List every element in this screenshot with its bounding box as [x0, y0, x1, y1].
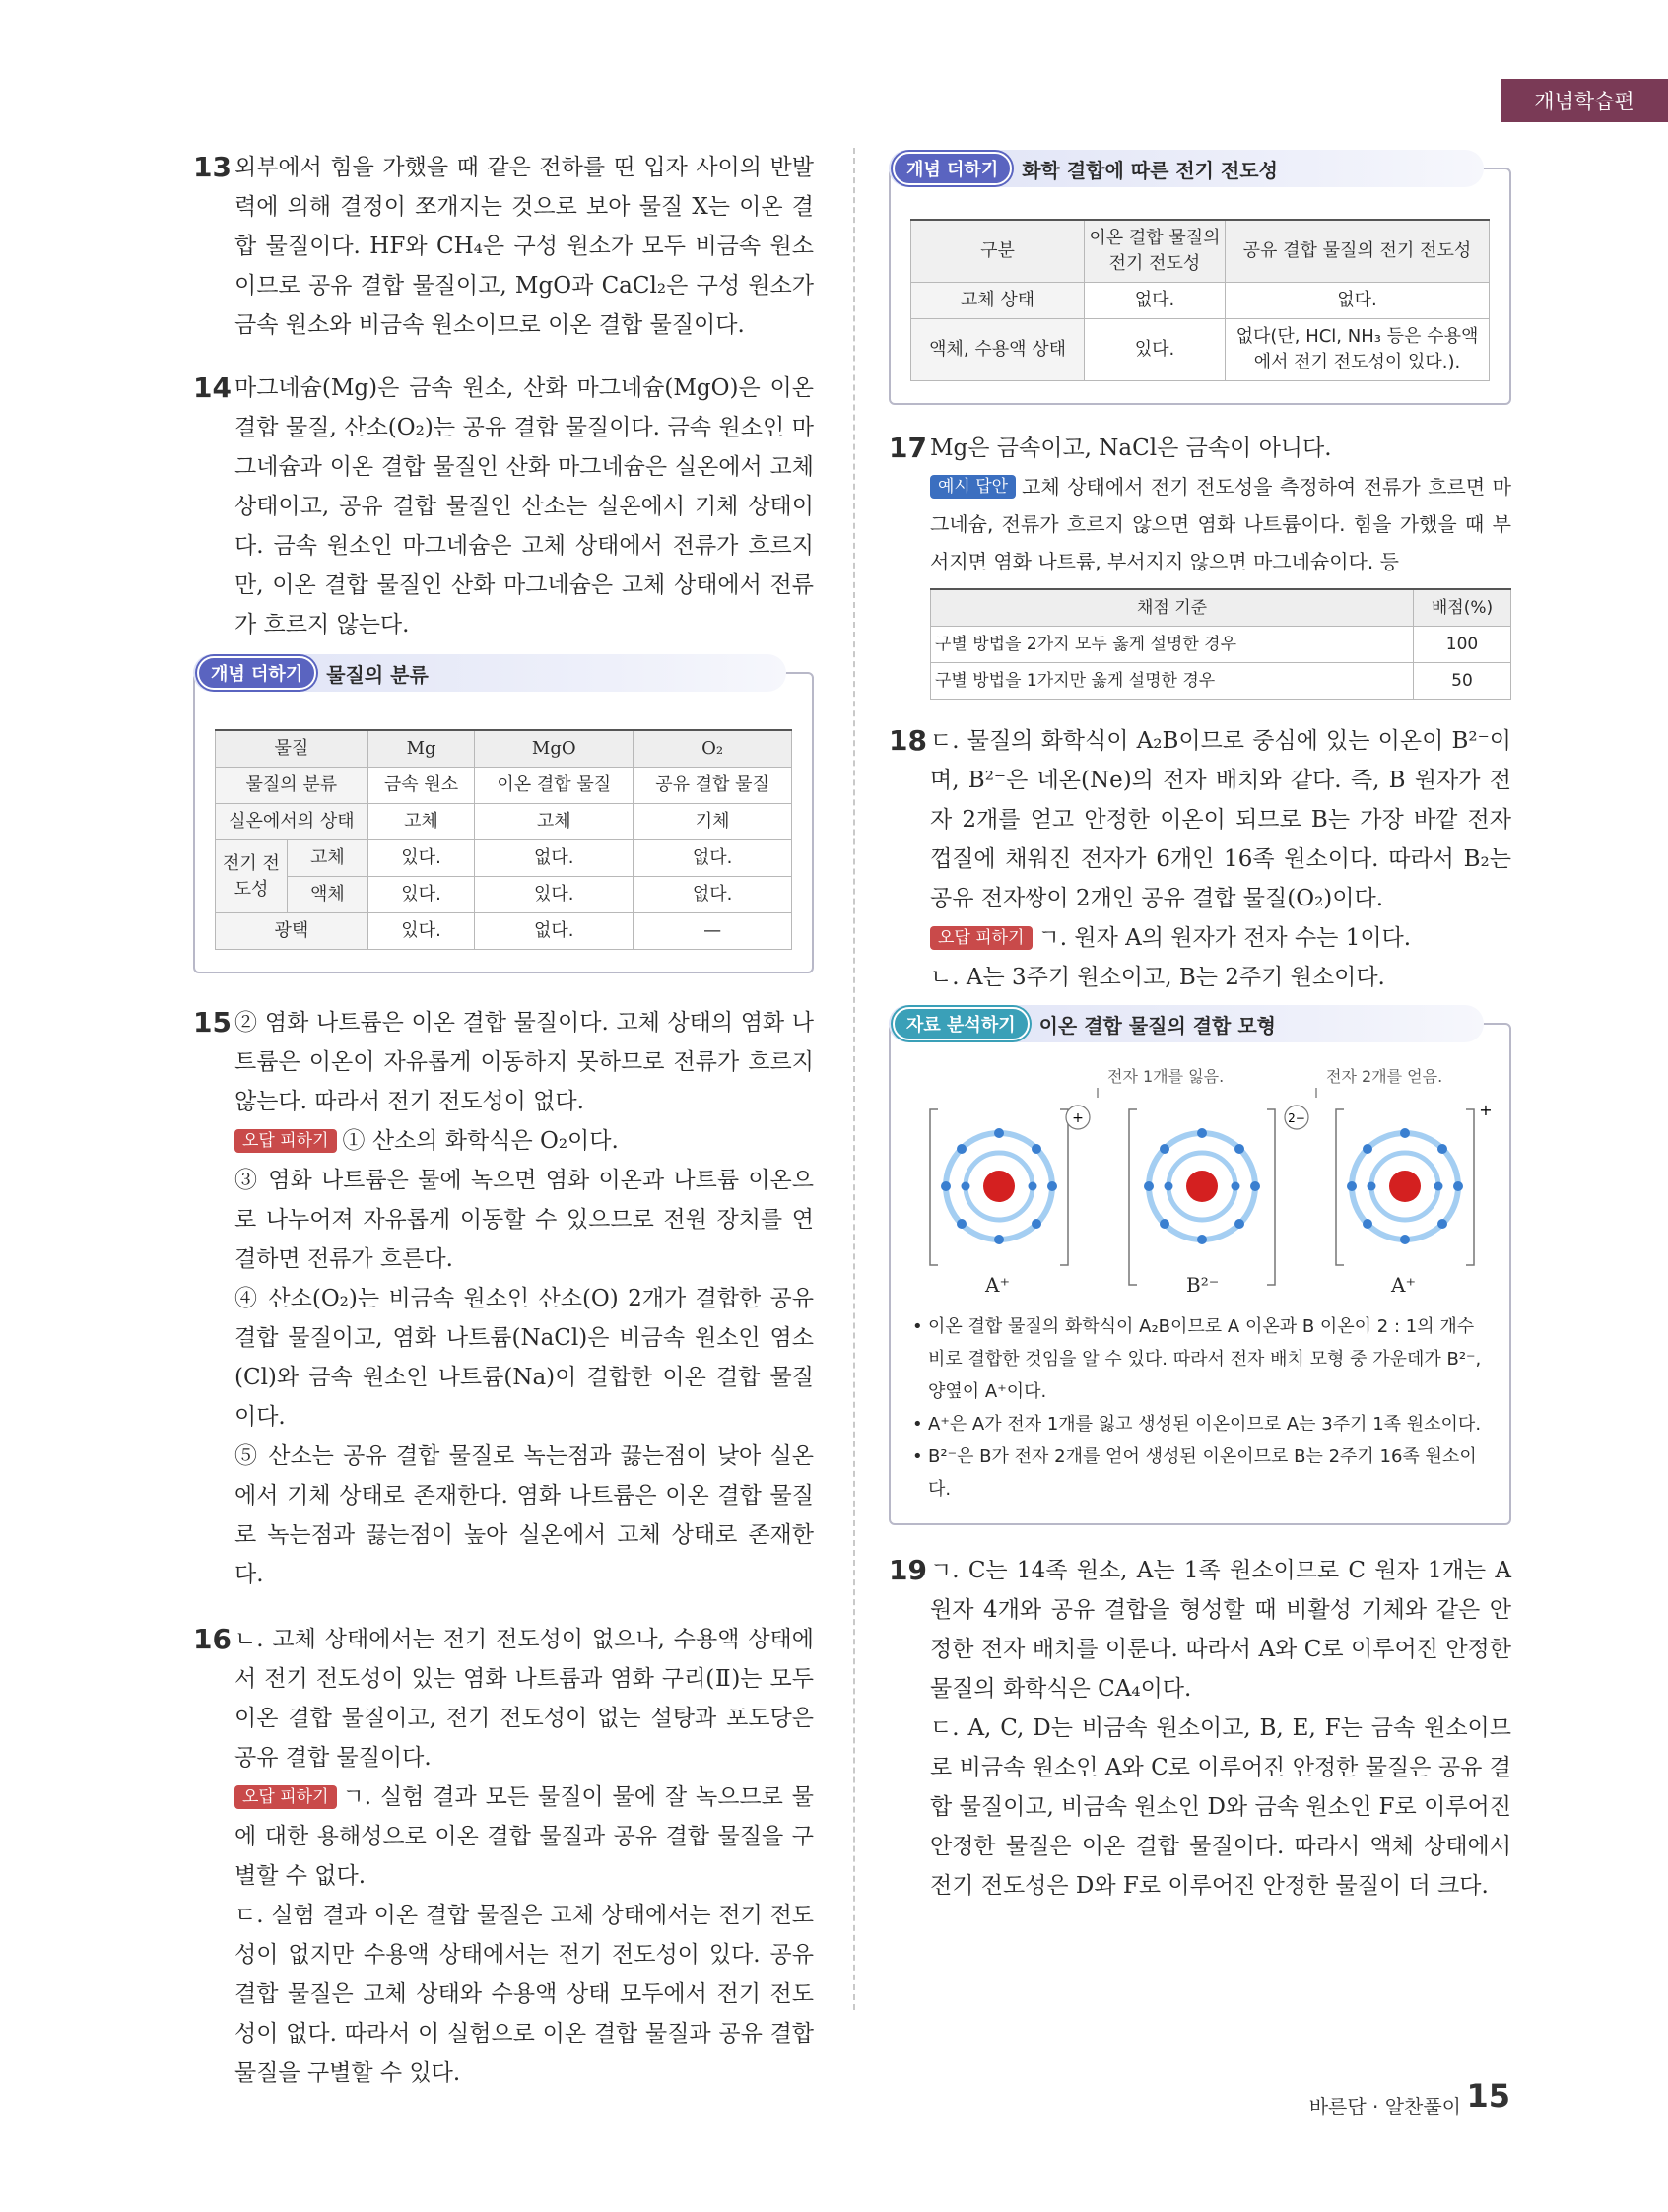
problem-text: ② 염화 나트륨은 이온 결합 물질이다. 고체 상태의 염화 나트륨은 이온이 자유롭게 이동하지 못하므로 전류가 흐르지 않는다. 따라서 전기 전도성이 없다.: [234, 1010, 814, 1114]
option-text: ㄱ. C는 14족 원소, A는 1족 원소이므로 C 원자 1개는 A 원자 4개와 공유 결합을 형성할 때 비활성 기체와 같은 안정한 전자 배치를 이룬다. 따라서 A와 C로 이루어진 안정한 물질의 화학식은 CA₄이다.: [930, 1558, 1511, 1702]
problem-15: [193, 1003, 814, 1594]
wrong-answer-label: 오답 피하기: [234, 1129, 337, 1153]
left-column: [193, 148, 814, 2111]
problem-number: 15: [193, 1006, 232, 1039]
analysis-box-ion-model: [889, 1013, 1511, 1525]
box-header: [889, 150, 1484, 187]
table-cell: 액체, 수용액 상태: [911, 319, 1085, 381]
table-header: 물질: [216, 730, 368, 768]
table-cell: 고체: [367, 804, 475, 840]
table-header: 채점 기준: [931, 589, 1414, 627]
problem-text: ㄷ. 물질의 화학식이 A₂B이므로 중심에 있는 이온이 B²⁻이며, B²⁻은 네온(Ne)의 전자 배치와 같다. 즉, B 원자가 전자 2개를 얻고 안정한 이온이 되므로 B는 가장 바깥 전자 껍질에 채워진 전자가 6개인 16족 원소이다. 따라서 B₂는 공유 전자쌍이 2개인 공유 결합 물질(O₂)이다.: [930, 728, 1511, 911]
box-header: [889, 1005, 1484, 1042]
table-cell: 고체 상태: [911, 283, 1085, 319]
problem-number: 13: [193, 151, 232, 183]
table-row: [911, 319, 1490, 381]
ion-model-figure: [910, 1064, 1493, 1310]
table-cell: 물질의 분류: [216, 768, 368, 804]
problem-text: Mg은 금속이고, NaCl은 금속이 아니다.: [930, 436, 1332, 461]
column-divider: [853, 148, 855, 2010]
problem-text: ㄴ. 고체 상태에서는 전기 전도성이 없으나, 수용액 상태에서 전기 전도성이 있는 염화 나트륨과 염화 구리(Ⅱ)는 모두 이온 결합 물질이고, 전기 전도성이 없는 설탕과 포도당은 공유 결합 물질이다.: [234, 1627, 814, 1771]
option-text: ㄱ. 실험 결과 모든 물질이 물에 잘 녹으므로 물에 대한 용해성으로 이온 결합 물질과 공유 결합 물질을 구별할 수 없다.: [234, 1784, 814, 1889]
concept-box-classification: [193, 662, 814, 973]
table-header: 배점(%): [1414, 589, 1511, 627]
sample-answer-label: 예시 답안: [930, 475, 1016, 499]
problem-19: [889, 1551, 1511, 1906]
problem-number: 16: [193, 1623, 232, 1655]
box-title: 물질의 분류: [326, 662, 429, 687]
problem-16: [193, 1620, 814, 2093]
answer-text: 고체 상태에서 전기 전도성을 측정하여 전류가 흐르면 마그네슘, 전류가 흐르지 않으면 염화 나트륨이다. 힘을 가했을 때 부서지면 염화 나트륨, 부서지지 않으면 마그네슘이다. 등: [930, 475, 1511, 573]
section-tab: 개념학습편: [1501, 79, 1668, 122]
problem-text: 외부에서 힘을 가했을 때 같은 전하를 띤 입자 사이의 반발력에 의해 결정이 쪼개지는 것으로 보아 물질 X는 이온 결합 물질이다. HF와 CH₄은 구성 원소가 모두 비금속 원소이므로 공유 결합 물질이고, MgO과 CaCl₂은 구성 원소가 금속 원소와 비금속 원소이므로 이온 결합 물질이다.: [234, 155, 814, 338]
table-cell: 100: [1414, 627, 1511, 663]
box-pill: 개념 더하기: [893, 152, 1012, 185]
table-row: [216, 804, 792, 840]
option-text: ① 산소의 화학식은 O₂이다.: [342, 1128, 619, 1154]
atom-diagrams: [910, 1082, 1494, 1294]
table-cell: 기체: [634, 804, 792, 840]
table-header: 공유 결합 물질의 전기 전도성: [1225, 220, 1489, 283]
table-cell: 있다.: [475, 877, 634, 913]
option-text: ㄱ. 원자 A의 원자가 전자 수는 1이다.: [1037, 925, 1412, 951]
concept-box-conductivity: [889, 158, 1511, 405]
analysis-bullet: • 이온 결합 물질의 화학식이 A₂B이므로 A 이온과 B 이온이 2 : 1의 개수비로 결합한 것임을 알 수 있다. 따라서 전자 배치 모형 중 가운데가 B²⁻, 양옆이 A⁺이다.: [910, 1310, 1490, 1408]
table-header: 이온 결합 물질의 전기 전도성: [1085, 220, 1226, 283]
table-cell: 없다.: [634, 877, 792, 913]
problem-number: 18: [889, 724, 927, 757]
table-cell: 있다.: [1085, 319, 1226, 381]
ion-label: B²⁻: [1186, 1273, 1220, 1297]
ion-b-center: [1129, 1109, 1275, 1285]
table-header: MgO: [475, 730, 634, 768]
table-cell: 있다.: [367, 840, 475, 877]
problem-14: [193, 369, 814, 644]
scoring-table: [930, 588, 1511, 700]
footer-text: 바른답 · 알찬풀이: [1308, 2095, 1461, 2118]
table-cell: 있다.: [367, 877, 475, 913]
svg-text:+: +: [1479, 1101, 1493, 1119]
table-row: [931, 663, 1511, 700]
table-header: Mg: [367, 730, 475, 768]
table-header: 구분: [911, 220, 1085, 283]
analysis-bullet: • B²⁻은 B가 전자 2개를 얻어 생성된 이온이므로 B는 2주기 16족 원소이다.: [910, 1441, 1490, 1506]
callout-lose: 전자 1개를 잃음.: [1107, 1067, 1225, 1086]
option-text: ⑤ 산소는 공유 결합 물질로 녹는점과 끓는점이 낮아 실온에서 기체 상태로 존재한다. 염화 나트륨은 이온 결합 물질로 녹는점과 끓는점이 높아 실온에서 고체 상태로 존재한다.: [234, 1443, 814, 1587]
box-header: [193, 654, 786, 692]
table-header: O₂: [634, 730, 792, 768]
problem-number: 14: [193, 371, 232, 404]
table-cell: 없다.: [1085, 283, 1226, 319]
option-text: ④ 산소(O₂)는 비금속 원소인 산소(O) 2개가 결합한 공유 결합 물질이고, 염화 나트륨(NaCl)은 비금속 원소인 염소(Cl)와 금속 원소인 나트륨(Na)이 결합한 이온 결합 물질이다.: [234, 1286, 814, 1430]
ion-label: A⁺: [985, 1273, 1010, 1297]
table-cell: 없다.: [475, 913, 634, 950]
table-cell: 고체: [475, 804, 634, 840]
table-cell: —: [634, 913, 792, 950]
option-text: ㄴ. A는 3주기 원소이고, B는 2주기 원소이다.: [930, 965, 1385, 990]
ion-a-left: [930, 1109, 1068, 1265]
classification-table: [215, 729, 792, 950]
box-title: 화학 결합에 따른 전기 전도성: [1022, 158, 1278, 182]
table-cell: 없다.: [1225, 283, 1489, 319]
table-row: [216, 913, 792, 950]
wrong-answer-label: 오답 피하기: [930, 926, 1033, 950]
table-cell: 액체: [288, 877, 368, 913]
page-number: 15: [1466, 2077, 1510, 2114]
ion-a-right: [1336, 1109, 1474, 1265]
table-row: [911, 283, 1490, 319]
problem-text: 마그네슘(Mg)은 금속 원소, 산화 마그네슘(MgO)은 이온 결합 물질, 산소(O₂)는 공유 결합 물질이다. 금속 원소인 마그네슘과 이온 결합 물질인 산화 마그네슘은 실온에서 고체 상태이고, 공유 결합 물질인 산소는 실온에서 기체 상태이다. 금속 원소인 마그네슘은 고체 상태에서 전류가 흐르지만, 이온 결합 물질인 산화 마그네슘은 고체 상태에서 전류가 흐르지 않는다.: [234, 375, 814, 637]
problem-13: [193, 148, 814, 345]
table-row: [216, 768, 792, 804]
table-cell: 실온에서의 상태: [216, 804, 368, 840]
callout-gain: 전자 2개를 얻음.: [1326, 1067, 1443, 1086]
table-cell: 공유 결합 물질: [634, 768, 792, 804]
table-cell: 고체: [288, 840, 368, 877]
table-cell: 금속 원소: [367, 768, 475, 804]
svg-text:+: +: [1072, 1110, 1084, 1126]
box-pill: 자료 분석하기: [893, 1007, 1030, 1040]
table-row: [216, 877, 792, 913]
table-cell: 구별 방법을 1가지만 옳게 설명한 경우: [931, 663, 1414, 700]
analysis-bullet: • A⁺은 A가 전자 1개를 잃고 생성된 이온이므로 A는 3주기 1족 원소이다.: [910, 1408, 1490, 1441]
ion-label: A⁺: [1391, 1273, 1416, 1297]
problem-18: [889, 721, 1511, 997]
table-cell: 없다(단, HCl, NH₃ 등은 수용액에서 전기 전도성이 있다.).: [1225, 319, 1489, 381]
table-cell: 광택: [216, 913, 368, 950]
table-cell: 없다.: [475, 840, 634, 877]
problem-number: 19: [889, 1554, 927, 1586]
table-row: [216, 840, 792, 877]
table-cell: 50: [1414, 663, 1511, 700]
box-pill: 개념 더하기: [197, 656, 316, 690]
table-row: [931, 627, 1511, 663]
wrong-answer-label: 오답 피하기: [234, 1785, 337, 1809]
table-cell: 있다.: [367, 913, 475, 950]
problem-17: [889, 429, 1511, 700]
table-cell: 없다.: [634, 840, 792, 877]
problem-number: 17: [889, 432, 927, 464]
svg-text:2−: 2−: [1288, 1111, 1305, 1125]
table-cell: 구별 방법을 2가지 모두 옳게 설명한 경우: [931, 627, 1414, 663]
table-cell: 전기 전도성: [216, 840, 288, 913]
table-cell: 이온 결합 물질: [475, 768, 634, 804]
conductivity-table: [910, 219, 1490, 381]
option-text: ㄷ. 실험 결과 이온 결합 물질은 고체 상태에서는 전기 전도성이 없지만 수용액 상태에서는 전기 전도성이 있다. 공유 결합 물질은 고체 상태와 수용액 상태 모두에서 전기 전도성이 없다. 따라서 이 실험으로 이온 결합 물질과 공유 결합 물질을 구별할 수 있다.: [234, 1903, 814, 2086]
option-text: ㄷ. A, C, D는 비금속 원소이고, B, E, F는 금속 원소이므로 비금속 원소인 A와 C로 이루어진 안정한 물질은 공유 결합 물질이고, 비금속 원소인 D와 금속 원소인 F로 이루어진 안정한 물질은 이온 결합 물질이다. 따라서 액체 상태에서 전기 전도성은 D와 F로 이루어진 안정한 물질이 더 크다.: [930, 1715, 1511, 1899]
option-text: ③ 염화 나트륨은 물에 녹으면 염화 이온과 나트륨 이온으로 나누어져 자유롭게 이동할 수 있으므로 전원 장치를 연결하면 전류가 흐른다.: [234, 1168, 814, 1272]
box-title: 이온 결합 물질의 결합 모형: [1038, 1013, 1276, 1038]
right-column: [889, 148, 1511, 1923]
